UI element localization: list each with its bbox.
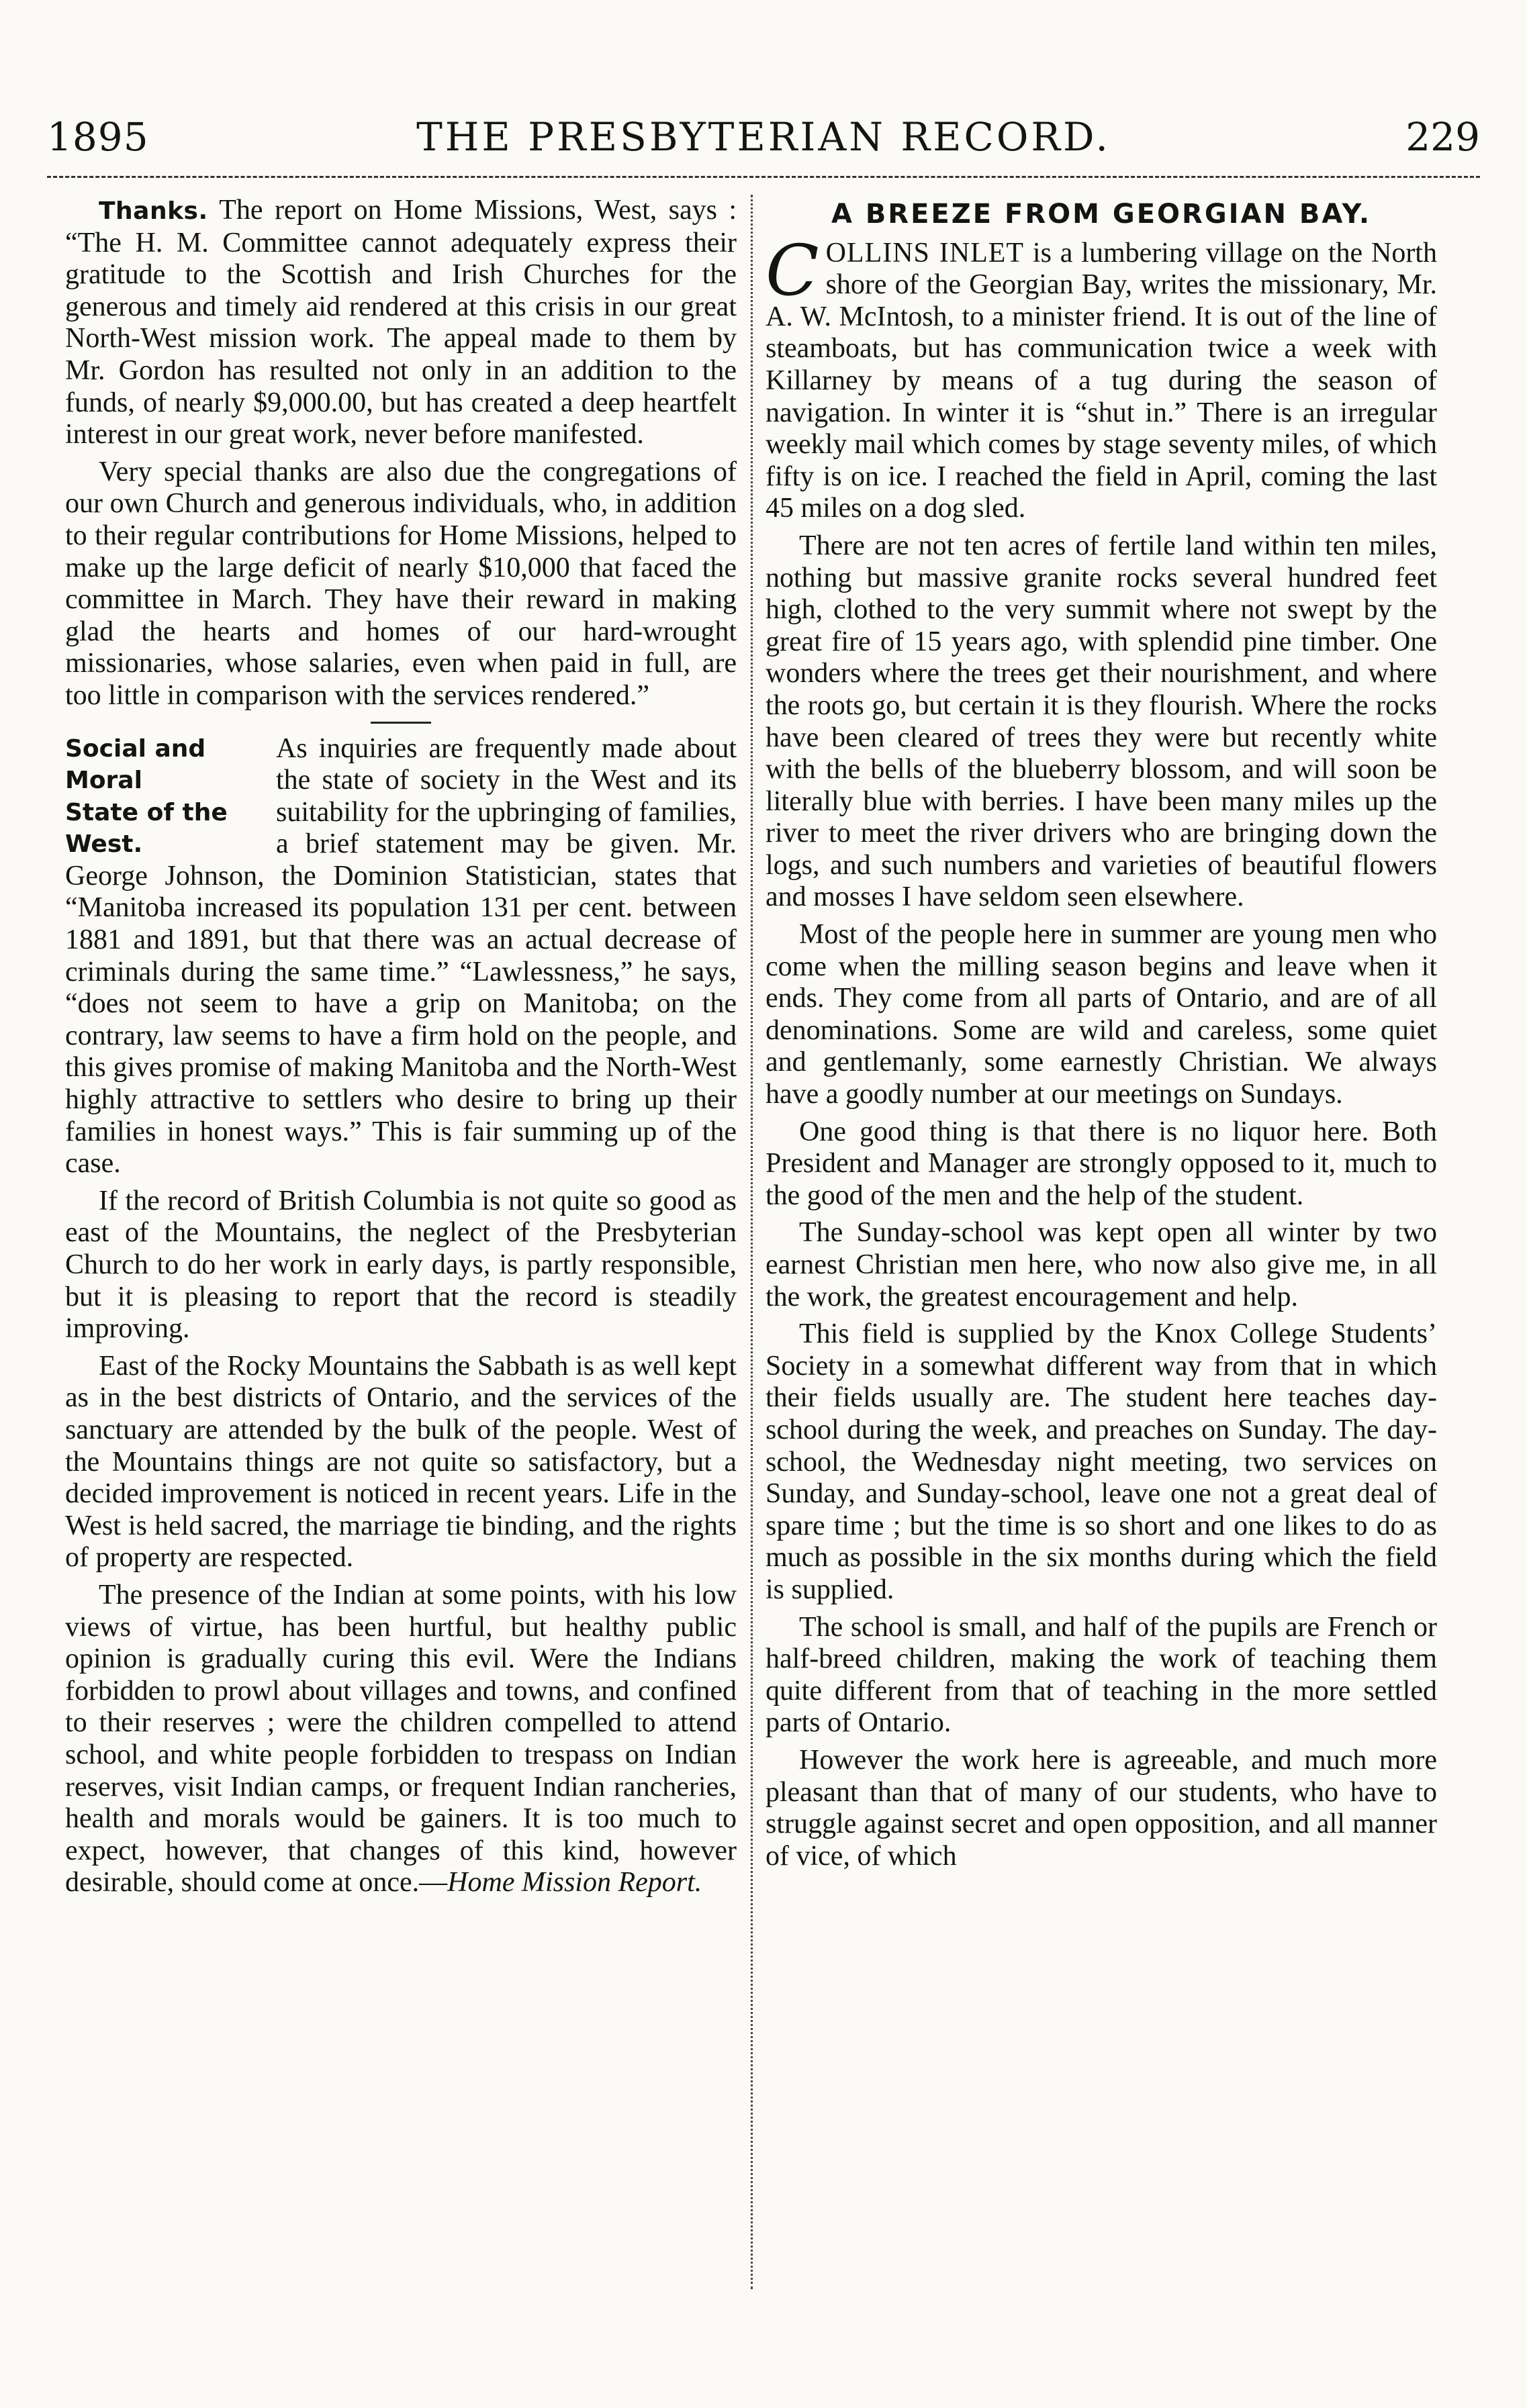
drop-cap: C <box>766 229 819 311</box>
social-moral-section <box>65 733 737 1899</box>
social-heading-line-2: State of the West. <box>65 798 228 859</box>
social-text-4: The presence of the Indian at some points, with his low views of virtue, has been hurtful, but healthy public opinion is gradually curing this evil. Were the Indians forbidden to prowl about villages and towns, and confined to their reserves ; were the children compelled to attend school, and white people forbidden to trespass on Indian reserves, visit Indian camps, or frequent Indian rancheries, health and morals would be gainers. It is too much to expect, however, that changes of this kind, however desirable, should come at once.— <box>65 1579 737 1898</box>
left-column <box>65 195 737 1905</box>
article-paragraph-7: The school is small, and half of the pupils are French or half-breed children, making the work of teaching them quite different from that of teaching in the more settled parts of Ontario. <box>766 1611 1437 1739</box>
header-page-number: 229 <box>1405 114 1480 160</box>
header-journal-title: THE PRESBYTERIAN RECORD. <box>416 114 1111 160</box>
right-column <box>766 195 1437 1878</box>
thanks-heading: Thanks. <box>99 197 208 225</box>
social-paragraph-2: If the record of British Columbia is not quite so good as east of the Mountains, the neglect of the Presbyterian Church to do her work in early days, is partly responsible, but it is pleasing to report that the record is steadily improving. <box>65 1185 737 1345</box>
social-source: Home Mission Report. <box>447 1867 702 1898</box>
section-rule <box>371 722 431 724</box>
column-divider <box>751 195 753 2289</box>
article-title: A BREEZE FROM GEORGIAN BAY. <box>831 199 1372 230</box>
header-rule <box>47 176 1480 178</box>
social-paragraph-3: East of the Rocky Mountains the Sabbath is as well kept as in the best districts of Ontario, and the services of the sanctuary are attended by the bulk of the people. West of the Mountains things are not quite so satisfactory, but a decided improvement is noticed in recent years. Life in the West is held sacred, the marriage tie binding, and the rights of property are respected. <box>65 1350 737 1574</box>
article-paragraph-1 <box>766 229 1437 525</box>
lead-words: OLLINS INLET <box>825 237 1025 269</box>
page-header <box>47 107 1480 168</box>
article-paragraph-4: One good thing is that there is no liquor here. Both President and Manager are strongly opposed to it, much to the good of the men and the help of the student. <box>766 1116 1437 1211</box>
social-paragraph-1: As inquiries are frequently made about the state of society in the West and its suitability for the upbringing of families, a brief statement may be given. Mr. George Johnson, the Dominion Statistician, states that “Manitoba increased its population 131 per cent. between 1881 and 1891, but that there was an actual decrease of criminals during the same time.” “Lawlessness,” he says, “does not seem to have a grip on Manitoba; on the contrary, law seems to have a firm hold on the people, and this gives promise of making Manitoba and the North-West highly attractive to settlers who desire to bring up their families in honest ways.” This is fair summing up of the case. <box>65 732 737 1179</box>
social-heading <box>65 733 267 861</box>
social-paragraph-4 <box>65 1580 737 1899</box>
social-heading-line-1: Social and Moral <box>65 734 206 795</box>
article-paragraph-6: This field is supplied by the Knox College Students’ Society in a somewhat different way from that in which their fields usually are. The student here teaches day-school during the week, and preaches on Sunday. The day-school, the Wednesday night meeting, two services on Sunday, and Sunday-school, leave one not a great deal of spare time ; but the time is so short and one likes to do as much as possible in the six months during which the field is supplied. <box>766 1318 1437 1605</box>
thanks-paragraph-1 <box>65 195 737 451</box>
thanks-paragraph-2: Very special thanks are also due the congregations of our own Church and generous individuals, who, in addition to their regular contributions for Home Missions, helped to make up the large deficit of nearly $10,000 that faced the committee in March. They have their reward in making glad the hearts and homes of our hard-wrought missionaries, whose salaries, even when paid in full, are too little in comparison with the services rendered.” <box>65 456 737 711</box>
article-paragraph-2: There are not ten acres of fertile land within ten miles, nothing but massive granite rocks several hundred feet high, clothed to the very summit where not swept by the great fire of 15 years ago, with splendid pine timber. One wonders where the trees get their nourishment, and where the roots go, but certain it is they flourish. Where the rocks have been cleared of trees they were but recently white with the bells of the blueberry blossom, and will soon be literally blue with berries. I have been many miles up the river to meet the river drivers who are bringing down the logs, and such numbers and varieties of beautiful flowers and mosses I have seldom seen elsewhere. <box>766 530 1437 913</box>
article-text-1: is a lumbering village on the North shore of the Georgian Bay, writes the missionary, Mr. A. W. McIntosh, to a minister friend. It is out of the line of steamboats, but has communication twice a week with Killarney by means of a tug during the season of navigation. In winter it is “shut in.” There is an irregular weekly mail which comes by stage seventy miles, of which fifty is on ice. I reached the field in April, coming the last 45 miles on a dog sled. <box>766 237 1437 524</box>
article-paragraph-5: The Sunday-school was kept open all winter by two earnest Christian men here, who now also give me, in all the work, the greatest encouragement and help. <box>766 1217 1437 1312</box>
article-paragraph-8: However the work here is agreeable, and much more pleasant than that of many of our students, who have to struggle against secret and open opposition, and all manner of vice, of which <box>766 1744 1437 1872</box>
article-paragraph-3: Most of the people here in summer are young men who come when the milling season begins and leave when it ends. They come from all parts of Ontario, and are of all denominations. Some are wild and careless, some quiet and gentlemanly, some earnestly Christian. We always have a goodly number at our meetings on Sundays. <box>766 919 1437 1110</box>
thanks-text-1: The report on Home Missions, West, says : “The H. M. Committee cannot adequately express their gratitude to the Scottish and Irish Churches for the generous and timely aid rendered at this crisis in our great North-West mission work. The appeal made to them by Mr. Gordon has resulted not only in an addition to the funds, of nearly $9,000.00, but has created a deep heartfelt interest in our great work, never before manifested. <box>65 195 737 450</box>
header-year: 1895 <box>47 114 149 160</box>
